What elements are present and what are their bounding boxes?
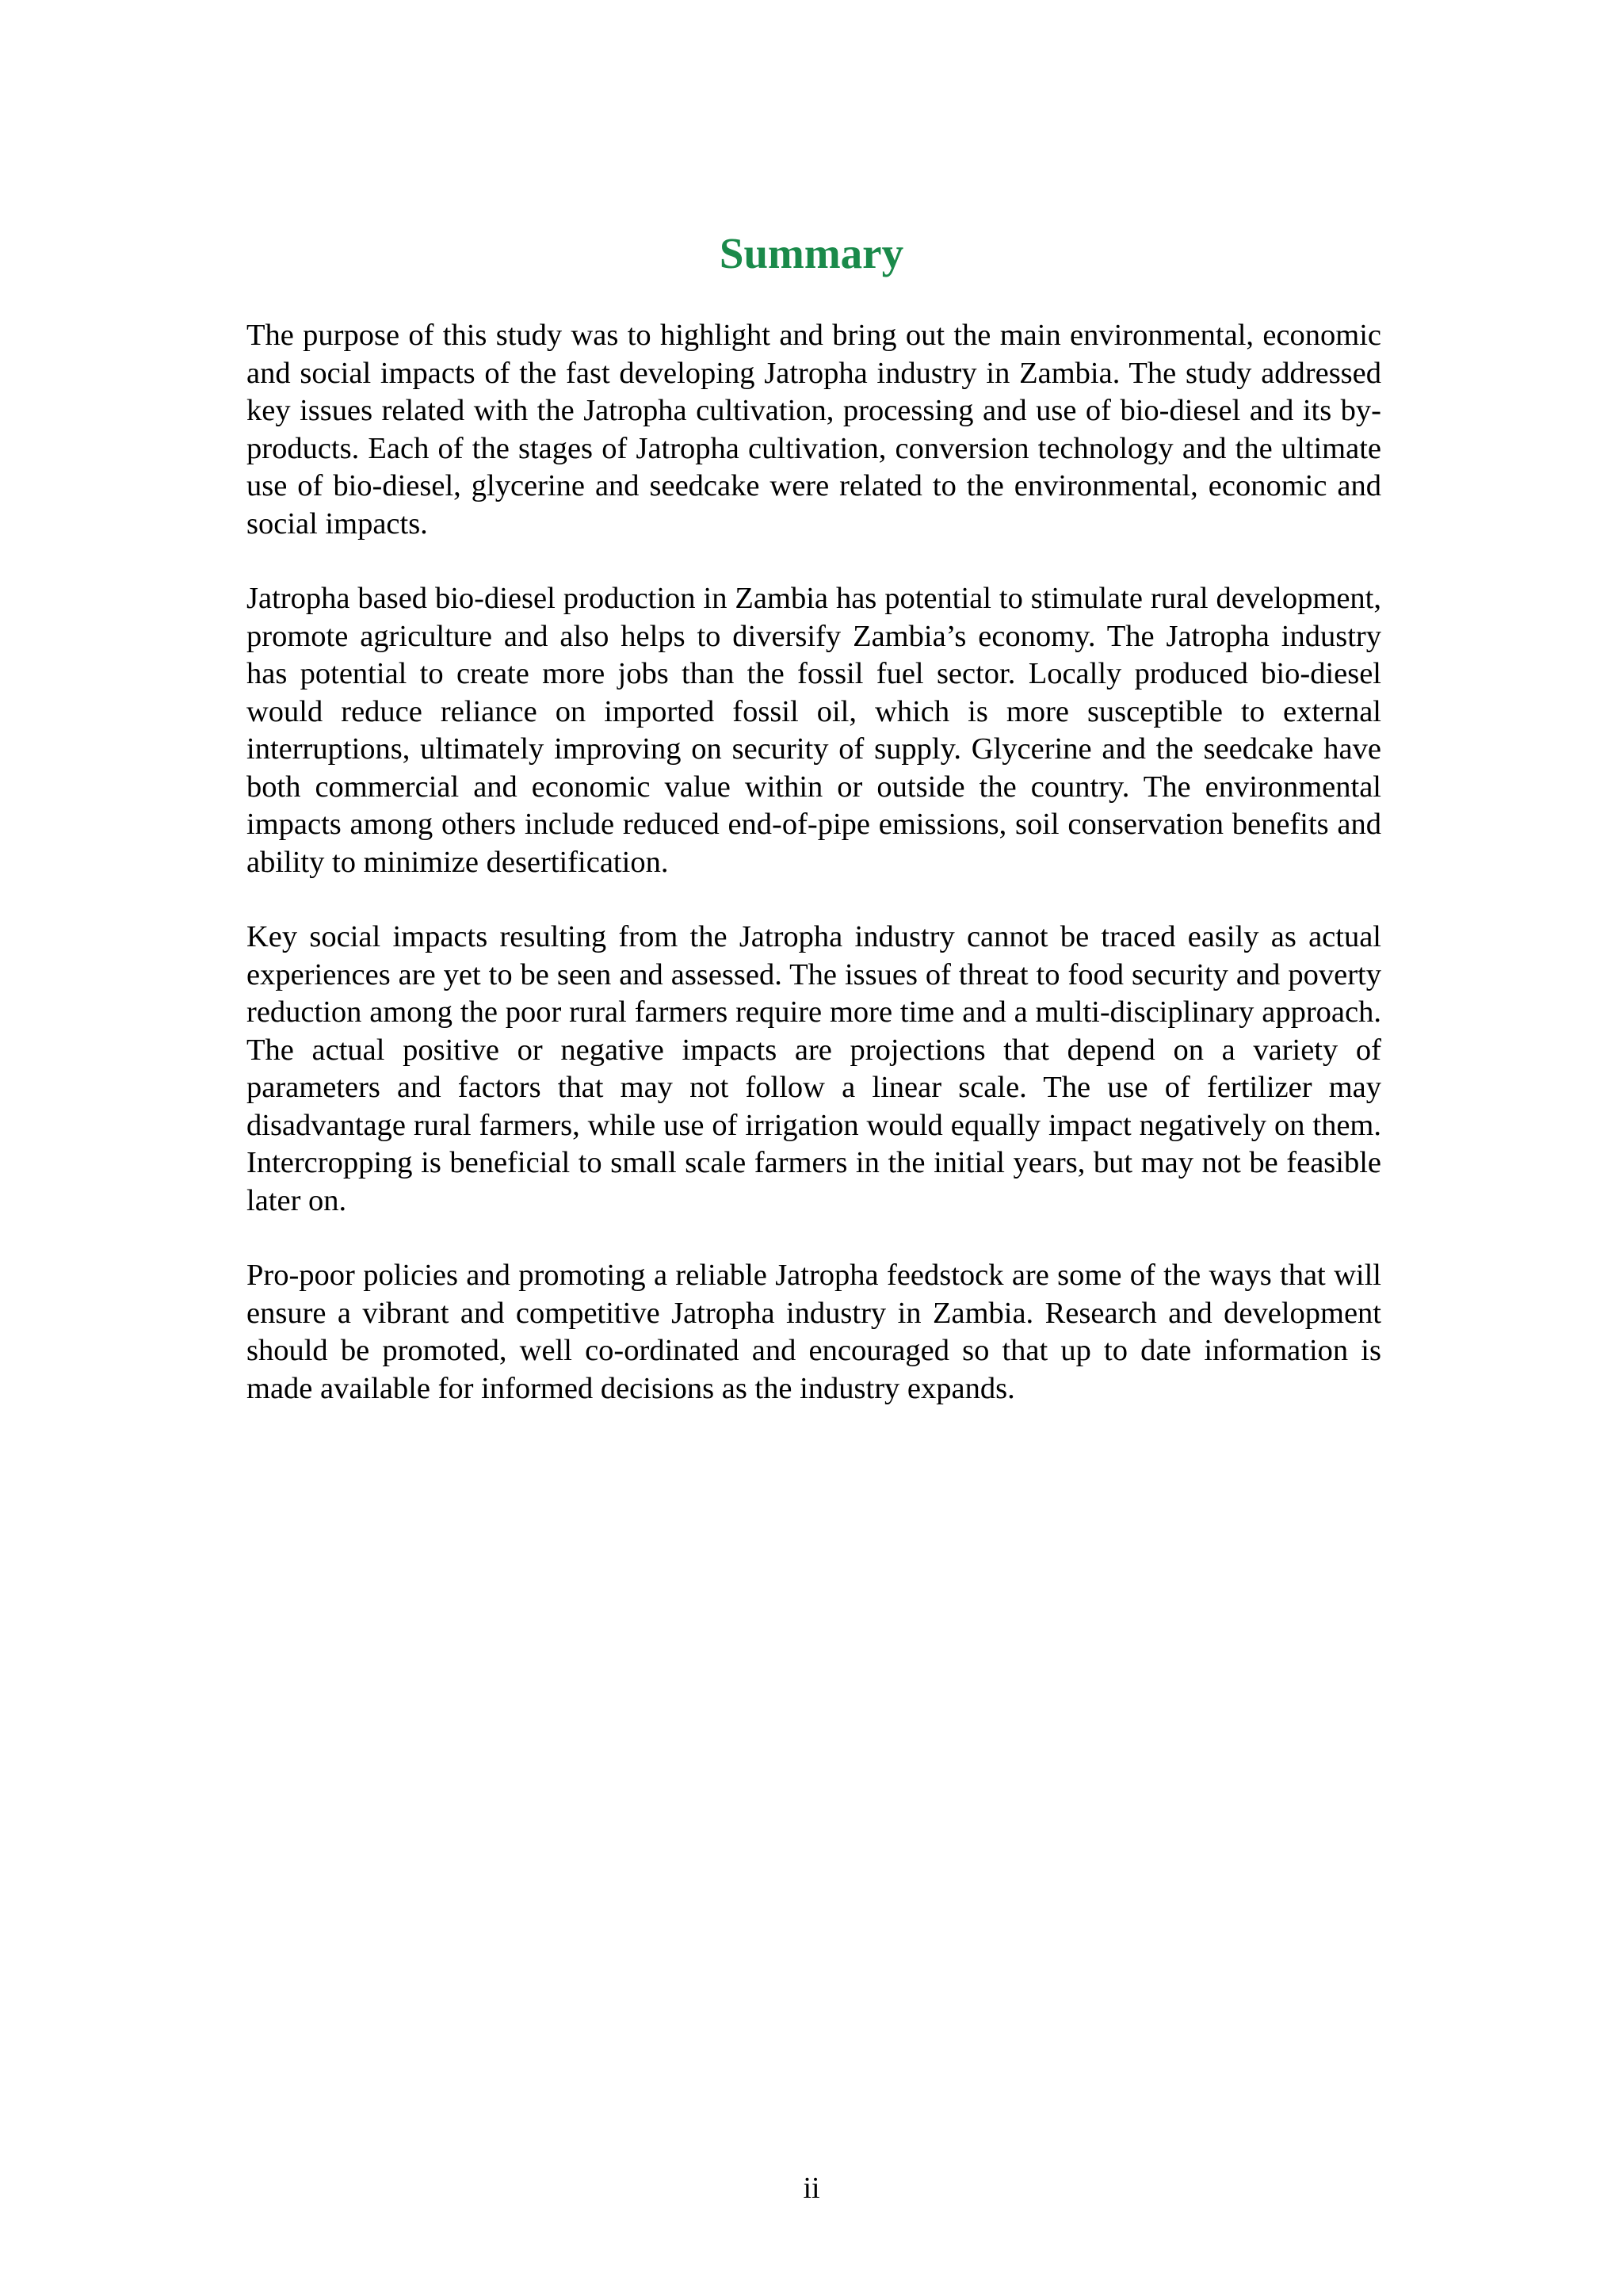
paragraph-4: Pro-poor policies and promoting a reliable Jatropha feedstock are some of the ways that will ensure a vibrant and competitive Jatropha industry in Zambia. Research and development should be promoted, well co-ordinated and encouraged so that up to date information is made available for informed decisions as the industry expands.: [246, 1259, 1381, 1405]
paragraph-1: The purpose of this study was to highlight and bring out the main environmental, economic and social impacts of the fast developing Jatropha industry in Zambia. The study addressed key issues related with the Jatropha cultivation, processing and use of bio-diesel and its by-products. Each of the stages of Jatropha cultivation, conversion technology and the ultimate use of bio-diesel, glycerine and seedcake were related to the environmental, economic and social impacts.: [246, 319, 1381, 541]
paragraph-2: Jatropha based bio-diesel production in Zambia has potential to stimulate rural development, promote agriculture and also helps to diversify Zambia’s economy. The Jatropha industry has potential to create more jobs than the fossil fuel sector. Locally produced bio-diesel would reduce reliance on imported fossil oil, which is more susceptible to external interruptions, ultimately improving on security of supply. Glycerine and the seedcake have both commercial and economic value within or outside the country. The environmental impacts among others include reduced end-of-pipe emissions, soil conservation benefits and ability to minimize desertification.: [246, 582, 1381, 879]
page-title: Summary: [719, 229, 904, 277]
summary-body: [246, 317, 1381, 1445]
paragraph-3: Key social impacts resulting from the Jatropha industry cannot be traced easily as actual experiences are yet to be seen and assessed. The issues of threat to food security and poverty reduction among the poor rural farmers require more time and a multi-disciplinary approach. The actual positive or negative impacts are projections that depend on a variety of parameters and factors that may not follow a linear scale. The use of fertilizer may disadvantage rural farmers, while use of irrigation would equally impact negatively on them. Intercropping is beneficial to small scale farmers in the initial years, but may not be feasible later on.: [246, 920, 1381, 1217]
page-number: ii: [803, 2172, 820, 2205]
